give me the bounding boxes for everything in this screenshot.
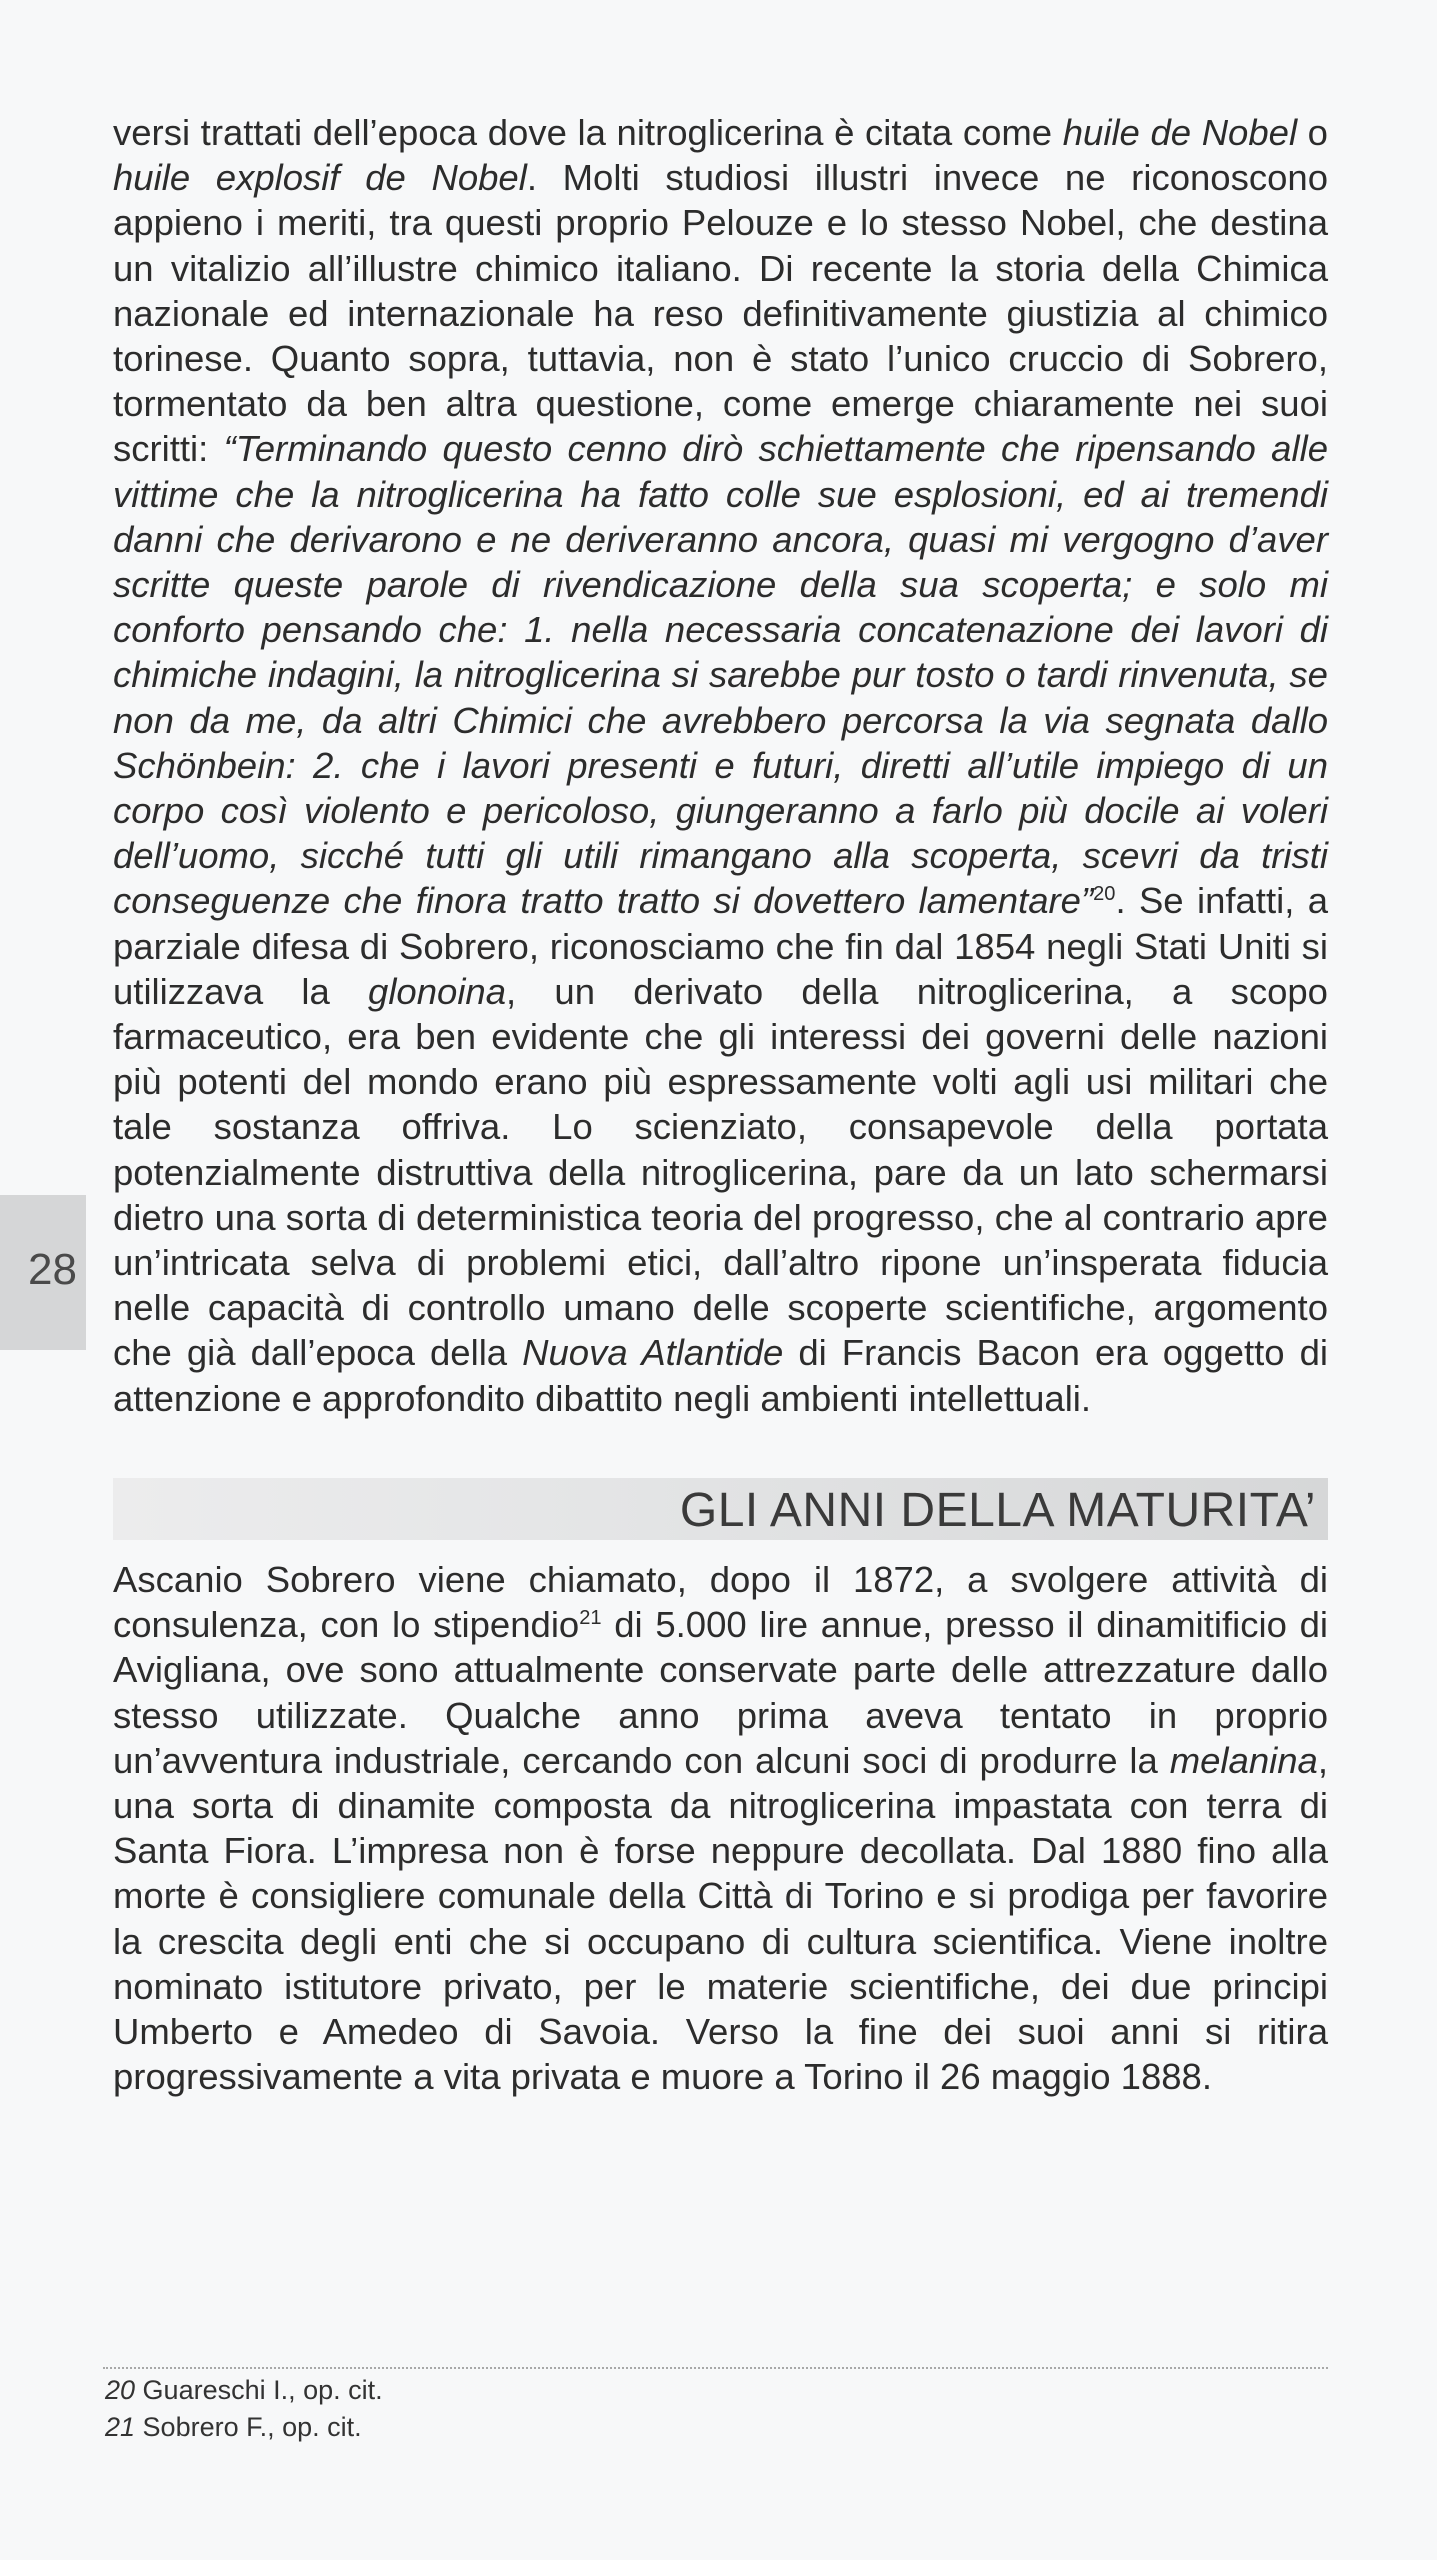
footnote-divider: [103, 2367, 1328, 2369]
text-run: Ascanio Sobrero viene chiamato, dopo il 1872, a svolgere attività di consulenza, con lo stipendio: [113, 1559, 1328, 1646]
footnote-ref-20[interactable]: 20: [1093, 883, 1116, 906]
text-run: , un derivato della nitroglicerina, a scopo farmaceutico, era ben evidente che gli interessi dei governi delle nazioni più potenti del mondo erano più espressamente volti agli usi militari che tale sostanza offriva. Lo scienziato, consapevole della portata potenzialmente distruttiva della nitroglicerina, pare da un lato schermarsi dietro una sorta di deterministica teoria del progresso, che al contrario apre un’intricata selva di problemi etici, dall’altro ripone un’insperata fiducia nelle capacità di controllo umano delle scoperte scientifiche, argomento che già dall’epoca della: [113, 970, 1328, 1374]
paragraph-maturity-years: [113, 1557, 1328, 2099]
italic-term: huile explosif de Nobel: [113, 157, 527, 199]
text-run: di 5.000 lire annue, presso il dinamitificio di Avigliana, ove sono attualmente conservate parte delle attrezzature dallo stesso utilizzate. Qualche anno prima aveva tentato in proprio un’avventura industriale, cercando con alcuni soci di produrre la: [113, 1604, 1328, 1781]
sobrero-quote: “Terminando questo cenno dirò schiettamente che ripensando alle vittime che la nitroglicerina ha fatto colle sue esplosioni, ed ai tremendi danni che derivarono e ne deriveranno ancora, quasi mi vergogno d’aver scritte queste parole di rivendicazione della sua scoperta; e solo mi conforto pensando che: 1. nella necessaria concatenazione dei lavori di chimiche indagini, la nitroglicerina si sarebbe pur tosto o tardi rinvenuta, se non da me, da altri Chimici che avrebbero percorsa la via segnata dallo Schönbein: 2. che i lavori presenti e futuri, diretti all’utile impiego di un corpo così violento e pericoloso, giungeranno a farlo più docile ai voleri dell’uomo, sicché tutti gli utili rimangano alla scoperta, scevri da tristi conseguenze che finora tratto tratto si dovettero lamentare”: [113, 428, 1328, 922]
page-number: 28: [28, 1245, 77, 1294]
section-header-bar: [113, 1478, 1328, 1540]
italic-term: glonoina: [368, 970, 507, 1012]
italic-term: huile de Nobel: [1062, 112, 1298, 153]
footnote-20: [105, 2372, 1105, 2409]
footnote-text: Guareschi I., op. cit.: [135, 2375, 383, 2405]
text-run: o: [1297, 112, 1328, 153]
italic-title: Nuova Atlantide: [522, 1332, 784, 1374]
text-run: , una sorta di dinamite composta da nitroglicerina impastata con terra di Santa Fiora. L’impresa non è forse neppure decollata. Dal 1880 fino alla morte è consigliere comunale della Città di Torino e si prodiga per favorire la crescita degli enti che si occupano di cultura scientifica. Viene inoltre nominato istitutore privato, per le materie scientifiche, dei due principi Umberto e Amedeo di Savoia. Verso la fine dei suoi anni si ritira progressivamente a vita privata e muore a Torino il 26 maggio 1888.: [113, 1739, 1328, 2098]
footnote-21: [105, 2409, 1105, 2446]
text-run: . Molti studiosi illustri invece ne riconoscono appieno i meriti, tra questi proprio Pelouze e lo stesso Nobel, che destina un vitalizio all’illustre chimico italiano. Di recente la storia della Chimica nazionale ed internazionale ha reso definitivamente giustizia al chimico torinese. Quanto sopra, tuttavia, non è stato l’unico cruccio di Sobrero, tormentato da ben altra questione, come emerge chiaramente nei suoi scritti:: [113, 157, 1328, 470]
text-run: di Francis Bacon era oggetto di attenzione e approfondito dibattito negli ambienti intellettuali.: [113, 1332, 1328, 1419]
text-run: . Se infatti, a parziale difesa di Sobrero, riconosciamo che fin dal 1854 negli Stati Uniti si utilizzava la: [113, 880, 1328, 1012]
footnotes: [105, 2372, 1105, 2446]
italic-term: melanina: [1169, 1739, 1318, 1781]
footnote-number: 21: [105, 2412, 136, 2442]
section-title: GLI ANNI DELLA MATURITA’: [679, 1484, 1316, 1537]
footnote-number: 20: [105, 2375, 136, 2405]
text-run: versi trattati dell’epoca dove la nitroglicerina è citata come: [113, 112, 1063, 153]
paragraph-nitroglycerin-ethics: [113, 110, 1328, 1421]
footnote-ref-21[interactable]: 21: [579, 1607, 602, 1630]
footnote-text: Sobrero F., op. cit.: [135, 2412, 362, 2442]
